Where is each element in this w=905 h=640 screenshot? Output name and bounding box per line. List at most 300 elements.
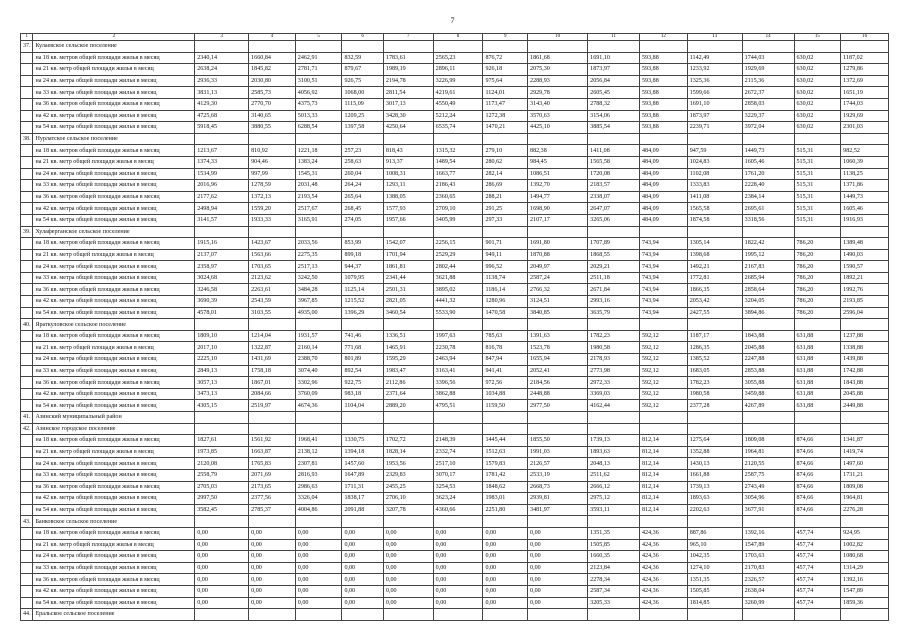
table-row <box>21 191 889 203</box>
section-title: Банковское сельское поселение <box>33 516 195 528</box>
empty-cell <box>433 41 483 53</box>
value-cell: 1964,81 <box>742 446 794 458</box>
value-cell: 1744,03 <box>742 52 794 64</box>
row-number-cell <box>21 122 33 134</box>
empty-cell <box>640 609 688 621</box>
empty-cell <box>528 41 588 53</box>
row-label: на 33 кв. метра общей площади жилья в месяц <box>33 365 195 377</box>
empty-cell <box>195 226 249 238</box>
value-cell: 1391,63 <box>528 330 588 342</box>
row-number-cell <box>21 180 33 192</box>
section-number: 40. <box>21 319 33 331</box>
empty-cell <box>295 516 342 528</box>
empty-cell <box>249 133 296 145</box>
table-row <box>21 261 889 273</box>
value-cell: 1814,85 <box>687 597 742 609</box>
value-cell: 0,00 <box>383 574 433 586</box>
row-label: на 21 кв. метр общей площади жилья в месяц <box>33 539 195 551</box>
value-cell: 847,94 <box>483 354 528 366</box>
value-cell: 2770,70 <box>249 98 296 110</box>
value-cell: 592,12 <box>640 365 688 377</box>
value-cell: 2052,41 <box>528 365 588 377</box>
value-cell: 3205,33 <box>588 597 640 609</box>
value-cell: 4056,92 <box>295 87 342 99</box>
value-cell: 457,74 <box>794 574 841 586</box>
value-cell: 1783,61 <box>383 52 433 64</box>
row-number-cell <box>21 342 33 354</box>
value-cell: 2177,62 <box>195 191 249 203</box>
value-cell: 2091,88 <box>342 504 383 516</box>
value-cell: 1711,31 <box>342 481 383 493</box>
value-cell: 1237,88 <box>841 330 889 342</box>
empty-cell <box>295 609 342 621</box>
value-cell: 4004,86 <box>295 504 342 516</box>
value-cell: 0,00 <box>249 597 296 609</box>
value-cell: 972,56 <box>483 377 528 389</box>
value-cell: 4162,44 <box>588 400 640 412</box>
value-cell: 1683,05 <box>687 365 742 377</box>
value-cell: 1983,01 <box>483 493 528 505</box>
value-cell: 1341,87 <box>841 435 889 447</box>
column-number-cell: 14 <box>742 34 794 41</box>
row-number-cell <box>21 145 33 157</box>
value-cell: 1186,14 <box>483 284 528 296</box>
value-cell: 741,46 <box>342 330 383 342</box>
value-cell: 1068,00 <box>342 87 383 99</box>
row-number-cell <box>21 214 33 226</box>
value-cell: 288,21 <box>483 191 528 203</box>
row-number-cell <box>21 203 33 215</box>
value-cell: 4360,66 <box>433 504 483 516</box>
empty-cell <box>588 41 640 53</box>
value-cell: 630,02 <box>794 87 841 99</box>
value-cell: 3055,88 <box>742 377 794 389</box>
value-cell: 876,72 <box>483 52 528 64</box>
value-cell: 1980,58 <box>588 342 640 354</box>
empty-cell <box>528 423 588 435</box>
value-cell: 874,66 <box>794 435 841 447</box>
table-row <box>21 354 889 366</box>
row-number-cell <box>21 249 33 261</box>
value-cell: 2263,61 <box>249 284 296 296</box>
value-cell: 2587,24 <box>528 272 588 284</box>
value-cell: 1916,93 <box>841 214 889 226</box>
empty-cell <box>433 423 483 435</box>
value-cell: 812,14 <box>640 504 688 516</box>
value-cell: 3070,17 <box>433 469 483 481</box>
value-cell: 1305,14 <box>687 238 742 250</box>
empty-cell <box>687 133 742 145</box>
value-cell: 457,74 <box>794 527 841 539</box>
value-cell: 983,18 <box>342 388 383 400</box>
empty-cell <box>483 609 528 621</box>
value-cell: 3226,99 <box>433 75 483 87</box>
value-cell: 2123,62 <box>249 272 296 284</box>
value-cell: 812,14 <box>640 435 688 447</box>
value-cell: 457,74 <box>794 585 841 597</box>
value-cell: 3972,04 <box>742 122 794 134</box>
row-label: на 24 кв. метра общей площади жилья в месяц <box>33 168 195 180</box>
value-cell: 0,00 <box>433 527 483 539</box>
row-number-cell <box>21 481 33 493</box>
row-number-cell <box>21 446 33 458</box>
value-cell: 0,00 <box>483 539 528 551</box>
empty-cell <box>640 516 688 528</box>
value-cell: 2785,37 <box>249 504 296 516</box>
value-cell: 2030,80 <box>249 75 296 87</box>
value-cell: 2193,54 <box>295 191 342 203</box>
row-number-cell <box>21 168 33 180</box>
value-cell: 4129,30 <box>195 98 249 110</box>
value-cell: 1383,24 <box>295 156 342 168</box>
row-label: на 21 кв. метр общей площади жилья в месяц <box>33 446 195 458</box>
row-number-cell <box>21 539 33 551</box>
value-cell: 899,18 <box>342 249 383 261</box>
section-title: Кулаевское сельское поселение <box>33 41 195 53</box>
empty-cell <box>588 226 640 238</box>
value-cell: 2533,19 <box>528 469 588 481</box>
value-cell: 3057,13 <box>195 377 249 389</box>
value-cell: 593,88 <box>640 98 688 110</box>
value-cell: 484,09 <box>640 156 688 168</box>
value-cell: 1102,08 <box>687 168 742 180</box>
value-cell: 2112,86 <box>383 377 433 389</box>
value-cell: 3326,04 <box>295 493 342 505</box>
value-cell: 0,00 <box>528 597 588 609</box>
empty-cell <box>687 423 742 435</box>
value-cell: 743,94 <box>640 307 688 319</box>
row-number-cell <box>21 98 33 110</box>
value-cell: 1489,54 <box>433 156 483 168</box>
table-row <box>21 307 889 319</box>
value-cell: 0,00 <box>249 527 296 539</box>
value-cell: 3623,24 <box>433 493 483 505</box>
value-cell: 0,00 <box>295 527 342 539</box>
value-cell: 1893,63 <box>687 493 742 505</box>
value-cell: 4725,68 <box>195 110 249 122</box>
value-cell: 2853,88 <box>742 365 794 377</box>
value-cell: 2821,05 <box>383 296 433 308</box>
empty-cell <box>528 133 588 145</box>
value-cell: 2202,63 <box>687 504 742 516</box>
empty-cell <box>794 609 841 621</box>
value-cell: 1565,58 <box>687 203 742 215</box>
value-cell: 1280,96 <box>483 296 528 308</box>
empty-cell <box>640 226 688 238</box>
row-number-cell <box>21 238 33 250</box>
value-cell: 268,45 <box>342 203 383 215</box>
value-cell: 1138,74 <box>483 272 528 284</box>
value-cell: 2170,83 <box>742 562 794 574</box>
value-cell: 2587,75 <box>742 469 794 481</box>
value-cell: 1388,05 <box>383 191 433 203</box>
column-number-cell: 16 <box>841 34 889 41</box>
empty-cell <box>383 516 433 528</box>
value-cell: 0,00 <box>483 551 528 563</box>
value-cell: 592,12 <box>640 400 688 412</box>
row-label: на 24 кв. метра общей площади жилья в месяц <box>33 458 195 470</box>
value-cell: 1565,58 <box>588 156 640 168</box>
value-cell: 0,00 <box>195 574 249 586</box>
row-label: на 24 кв. метра общей площади жилья в месяц <box>33 75 195 87</box>
value-cell: 3054,96 <box>742 493 794 505</box>
empty-cell <box>433 133 483 145</box>
value-cell: 1125,14 <box>342 284 383 296</box>
row-number-cell <box>21 75 33 87</box>
empty-cell <box>794 226 841 238</box>
empty-cell <box>249 412 296 424</box>
value-cell: 1213,67 <box>195 145 249 157</box>
row-number-cell <box>21 469 33 481</box>
value-cell: 1867,01 <box>249 377 296 389</box>
section-header-row <box>21 423 889 435</box>
table-row <box>21 481 889 493</box>
value-cell: 3690,39 <box>195 296 249 308</box>
value-cell: 3840,85 <box>528 307 588 319</box>
value-cell: 2986,63 <box>295 481 342 493</box>
value-cell: 1661,88 <box>687 469 742 481</box>
value-cell: 2178,93 <box>588 354 640 366</box>
table-row <box>21 365 889 377</box>
value-cell: 2448,88 <box>528 388 588 400</box>
value-cell: 3369,03 <box>588 388 640 400</box>
table-row <box>21 585 889 597</box>
value-cell: 1874,58 <box>687 214 742 226</box>
value-cell: 874,66 <box>794 493 841 505</box>
value-cell: 3163,41 <box>433 365 483 377</box>
value-cell: 1396,29 <box>342 307 383 319</box>
value-cell: 5533,90 <box>433 307 483 319</box>
row-number-cell <box>21 156 33 168</box>
column-number-cell: 8 <box>433 34 483 41</box>
value-cell: 1782,23 <box>687 377 742 389</box>
value-cell: 0,00 <box>483 597 528 609</box>
section-title: Азинское городское поселение <box>33 423 195 435</box>
value-cell: 2802,44 <box>433 261 483 273</box>
value-cell: 1411,08 <box>588 145 640 157</box>
value-cell: 2388,70 <box>295 354 342 366</box>
table-row <box>21 214 889 226</box>
value-cell: 4219,61 <box>433 87 483 99</box>
value-cell: 1333,83 <box>687 180 742 192</box>
empty-cell <box>742 133 794 145</box>
row-number-cell <box>21 354 33 366</box>
row-label: на 18 кв. метров общей площади жилья в месяц <box>33 330 195 342</box>
value-cell: 2193,85 <box>841 296 889 308</box>
row-number-cell <box>21 574 33 586</box>
value-cell: 1647,89 <box>342 469 383 481</box>
value-cell: 2075,30 <box>528 64 588 76</box>
value-cell: 1505,85 <box>687 585 742 597</box>
value-cell: 887,86 <box>687 527 742 539</box>
value-cell: 743,94 <box>640 296 688 308</box>
value-cell: 2811,54 <box>383 87 433 99</box>
value-cell: 1060,39 <box>841 156 889 168</box>
value-cell: 2247,88 <box>742 354 794 366</box>
value-cell: 2647,07 <box>588 203 640 215</box>
row-number-cell <box>21 377 33 389</box>
value-cell: 1505,85 <box>588 539 640 551</box>
value-cell: 631,88 <box>794 365 841 377</box>
value-cell: 1843,88 <box>742 330 794 342</box>
value-cell: 1042,35 <box>687 551 742 563</box>
empty-cell <box>742 319 794 331</box>
value-cell: 0,00 <box>295 574 342 586</box>
value-cell: 2455,25 <box>383 481 433 493</box>
value-cell: 1968,41 <box>295 435 342 447</box>
value-cell: 1221,18 <box>295 145 342 157</box>
value-cell: 2256,15 <box>433 238 483 250</box>
value-cell: 3880,55 <box>249 122 296 134</box>
empty-cell <box>528 412 588 424</box>
value-cell: 2123,84 <box>588 562 640 574</box>
value-cell: 1430,13 <box>687 458 742 470</box>
value-cell: 0,00 <box>383 597 433 609</box>
value-cell: 630,02 <box>794 98 841 110</box>
value-cell: 3460,54 <box>383 307 433 319</box>
row-number-cell <box>21 562 33 574</box>
value-cell: 2939,81 <box>528 493 588 505</box>
row-number-cell <box>21 388 33 400</box>
value-cell: 874,66 <box>794 481 841 493</box>
value-cell: 2326,57 <box>742 574 794 586</box>
value-cell: 2120,55 <box>742 458 794 470</box>
value-cell: 1352,88 <box>687 446 742 458</box>
value-cell: 2501,31 <box>383 284 433 296</box>
row-label: на 42 кв. метра общей площади жилья в месяц <box>33 493 195 505</box>
value-cell: 257,23 <box>342 145 383 157</box>
value-cell: 1561,92 <box>249 435 296 447</box>
row-label: на 36 кв. метров общей площади жилья в месяц <box>33 377 195 389</box>
row-label: на 36 кв. метров общей площади жилья в месяц <box>33 574 195 586</box>
value-cell: 1275,64 <box>687 435 742 447</box>
value-cell: 2183,57 <box>588 180 640 192</box>
empty-cell <box>588 516 640 528</box>
column-number-cell: 3 <box>195 34 249 41</box>
value-cell: 2668,73 <box>528 481 588 493</box>
value-cell: 592,12 <box>640 342 688 354</box>
value-cell: 2056,84 <box>588 75 640 87</box>
empty-cell <box>342 423 383 435</box>
empty-cell <box>588 319 640 331</box>
value-cell: 593,88 <box>640 87 688 99</box>
value-cell: 0,00 <box>433 597 483 609</box>
value-cell: 1761,20 <box>742 168 794 180</box>
value-cell: 1034,88 <box>483 388 528 400</box>
value-cell: 3242,50 <box>295 272 342 284</box>
value-cell: 1964,81 <box>841 493 889 505</box>
row-number-cell <box>21 330 33 342</box>
value-cell: 922,75 <box>342 377 383 389</box>
value-cell: 0,00 <box>342 597 383 609</box>
value-cell: 1392,16 <box>742 527 794 539</box>
table-row <box>21 377 889 389</box>
value-cell: 0,00 <box>295 539 342 551</box>
value-cell: 1494,77 <box>528 191 588 203</box>
value-cell: 924,95 <box>841 527 889 539</box>
value-cell: 2276,28 <box>841 504 889 516</box>
value-cell: 3100,51 <box>295 75 342 87</box>
value-cell: 2048,13 <box>588 458 640 470</box>
value-cell: 0,00 <box>383 551 433 563</box>
row-label: на 54 кв. метра общей площади жилья в месяц <box>33 307 195 319</box>
value-cell: 1809,08 <box>742 435 794 447</box>
value-cell: 2519,97 <box>249 400 296 412</box>
row-label: на 42 кв. метра общей площади жилья в месяц <box>33 388 195 400</box>
value-cell: 1782,23 <box>588 330 640 342</box>
value-cell: 2184,56 <box>528 377 588 389</box>
row-label: на 18 кв. метров общей площади жилья в месяц <box>33 527 195 539</box>
value-cell: 1989,19 <box>383 64 433 76</box>
row-label: на 33 кв. метра общей площади жилья в месяц <box>33 469 195 481</box>
value-cell: 2672,37 <box>742 87 794 99</box>
section-header-row <box>21 41 889 53</box>
value-cell: 2120,08 <box>195 458 249 470</box>
value-cell: 1929,69 <box>742 64 794 76</box>
empty-cell <box>342 226 383 238</box>
value-cell: 2017,10 <box>195 342 249 354</box>
row-label: на 54 кв. метра общей площади жилья в месяц <box>33 400 195 412</box>
value-cell: 2358,97 <box>195 261 249 273</box>
value-cell: 2565,23 <box>433 52 483 64</box>
empty-cell <box>640 412 688 424</box>
value-cell: 0,00 <box>528 585 588 597</box>
value-cell: 593,88 <box>640 110 688 122</box>
table-row <box>21 342 889 354</box>
row-label: на 54 кв. метра общей площади жилья в месяц <box>33 504 195 516</box>
value-cell: 3405,99 <box>433 214 483 226</box>
value-cell: 3024,68 <box>195 272 249 284</box>
section-number: 41. <box>21 412 33 424</box>
value-cell: 1187,02 <box>841 52 889 64</box>
section-title: Нурлатское сельское поселение <box>33 133 195 145</box>
value-cell: 975,64 <box>483 75 528 87</box>
value-cell: 832,59 <box>342 52 383 64</box>
value-cell: 2517,67 <box>295 203 342 215</box>
row-label: на 21 кв. метр общей площади жилья в месяц <box>33 64 195 76</box>
empty-cell <box>295 319 342 331</box>
value-cell: 2975,12 <box>588 493 640 505</box>
value-cell: 2695,61 <box>742 203 794 215</box>
value-cell: 0,00 <box>195 585 249 597</box>
value-cell: 1605,46 <box>841 203 889 215</box>
column-number-cell: 15 <box>794 34 841 41</box>
value-cell: 984,45 <box>528 156 588 168</box>
value-cell: 1336,51 <box>383 330 433 342</box>
empty-cell <box>841 226 889 238</box>
value-cell: 258,63 <box>342 156 383 168</box>
column-number-cell: 4 <box>249 34 296 41</box>
value-cell: 0,00 <box>249 562 296 574</box>
value-cell: 2705,03 <box>195 481 249 493</box>
section-number: 39. <box>21 226 33 238</box>
row-label: на 24 кв. метра общей площади жилья в месяц <box>33 261 195 273</box>
empty-cell <box>195 412 249 424</box>
value-cell: 1457,60 <box>342 458 383 470</box>
value-cell: 3459,88 <box>742 388 794 400</box>
value-cell: 2167,83 <box>742 261 794 273</box>
value-cell: 1439,88 <box>841 354 889 366</box>
value-cell: 2307,81 <box>295 458 342 470</box>
value-cell: 3760,09 <box>295 388 342 400</box>
table-row <box>21 562 889 574</box>
value-cell: 3124,51 <box>528 296 588 308</box>
value-cell: 2743,49 <box>742 481 794 493</box>
value-cell: 2997,50 <box>195 493 249 505</box>
value-cell: 0,00 <box>342 539 383 551</box>
row-label: на 42 кв. метра общей площади жилья в месяц <box>33 110 195 122</box>
value-cell: 2685,94 <box>742 272 794 284</box>
